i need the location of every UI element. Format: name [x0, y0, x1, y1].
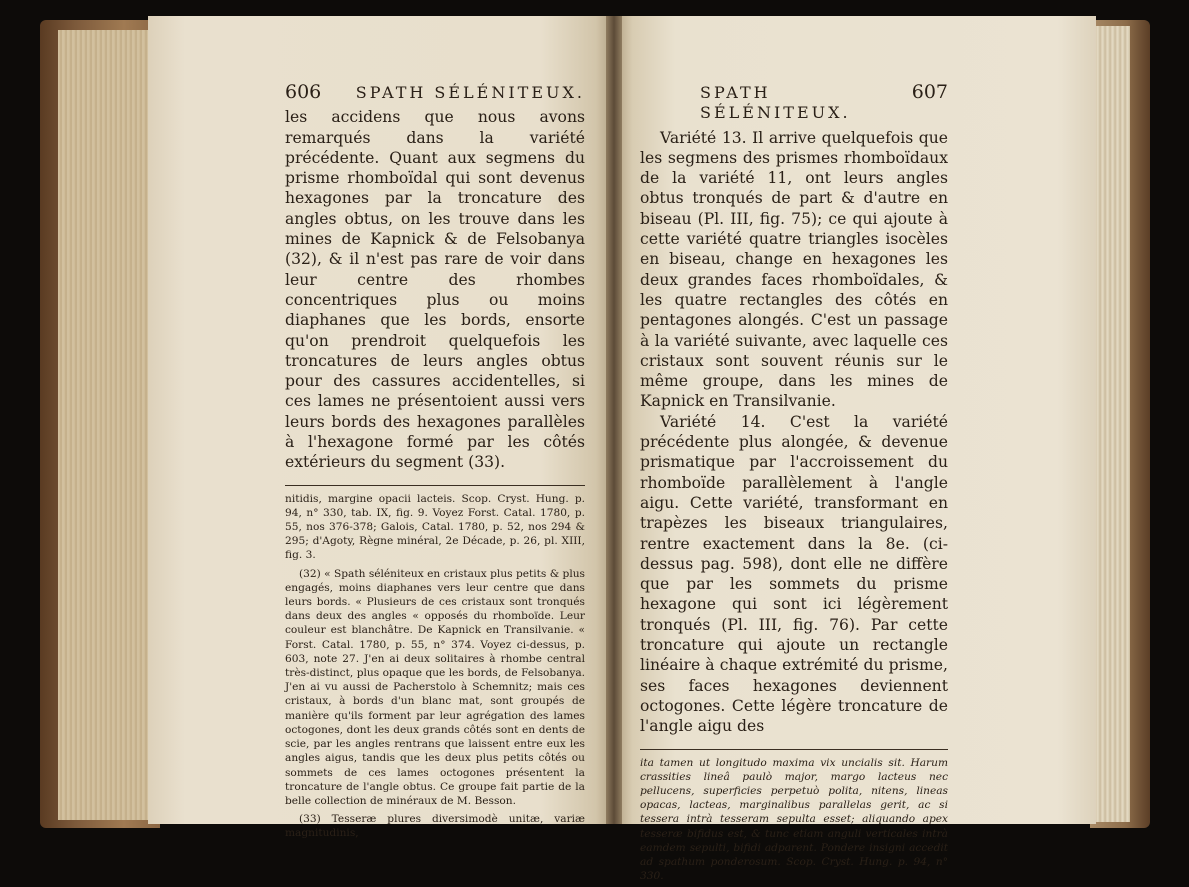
left-note-33: (33) Tesseræ plures diversimodè unitæ, variæ magnitudinis, [285, 813, 585, 840]
right-body [640, 128, 948, 737]
left-note-1: nitidis, margine opacii lacteis. Scop. Cryst. Hung. p. 94, n° 330, tab. IX, fig. 9. Voyez Forst. Catal. 1780, p. 55, nos 376-378; Galois, Catal. 1780, p. 52, nos 294 & 295; d'Agoty, Règne minéral, 2e Décade, p. 26, pl. XIII, fig. 3. [285, 492, 585, 562]
right-note: ita tamen ut longitudo maxima vix uncialis sit. Harum crassities lineâ paulò major, margo lacteus nec pellucens, superficies perpetuò polita, nitens, lineas opacas, lacteas, marginalibus parallelas gerit, ac si tessera intrà tesseram sepulta esset; aliquando apex tesseræ bifidus est, & tunc etiam anguli verticales intrà eamdem sepulti, bifidi adparent. Pondere insigni accedit ad spathum ponderosum. Scop. Cryst. Hung. p. 94, n° 330. [640, 756, 948, 883]
left-header [285, 82, 585, 103]
right-running-head: SPATH SÉLÉNITEUX. [700, 83, 851, 123]
left-running-head: SPATH SÉLÉNITEUX. [355, 83, 585, 102]
right-footnote-rule [640, 749, 948, 750]
right-para-variete-13: Variété 13. Il arrive quelquefois que les segmens des prismes rhomboïdaux de la variété 11, ont leurs angles obtus tronqués de part & d'autre en biseau (Pl. III, fig. 75); ce qui ajoute à cette variété quatre triangles isocèles en biseau, change en hexagones les deux grandes faces rhomboïdales, & les quatre rectangles des côtés en pentagones alongés. C'est un passage à la variété suivante, avec laquelle ces cristaux sont souvent réunis sur le même groupe, dans les mines de Kapnick en Transilvanie. [640, 128, 948, 411]
left-note-32: (32) « Spath séléniteux en cristaux plus petits & plus engagés, moins diaphanes vers leur centre que dans leurs bords. « Plusieurs de ces cristaux sont tronqués dans deux des angles « opposés du rhomboïde. Leur couleur est blanchâtre. De Kapnick en Transilvanie. « Forst. Catal. 1780, p. 55, n° 374. Voyez ci-dessus, p. 603, note 27. J'en ai deux solitaires à rhombe central très-distinct, plus opaque que les bords, de Felsobanya. J'en ai vu aussi de Pacherstolo à Schemnitz; mais ces cristaux, à bords d'un blanc mat, sont groupés de manière qu'ils forment par leur agrégation des lames octogones, dont les deux grands côtés sont en dents de scie, par les angles rentrans que laissent entre eux les angles aigus, tandis que les deux plus petits côtés ou sommets de ces lames octogones présentent la troncature de l'angle obtus. Ce groupe fait partie de la belle collection de minéraux de M. Besson. [285, 567, 585, 807]
left-page-number: 606 [285, 81, 322, 103]
left-page-edges [58, 30, 156, 820]
left-footnotes [285, 492, 585, 841]
left-body-text: les accidens que nous avons remarqués dans la variété précédente. Quant aux segmens du prisme rhomboïdal qui sont devenus hexagones par la troncature des angles obtus, on les trouve dans les mines de Kapnick & de Felsobanya (32), & il n'est pas rare de voir dans leur centre des rhombes concentriques plus ou moins diaphanes que les bords, ensorte qu'on prendroit quelquefois les troncatures de leurs angles obtus pour des cassures accidentelles, si ces lames ne présentoient aussi vers leurs bords des hexagones parallèles à l'hexagone formé par les côtés extérieurs du segment (33). [285, 108, 585, 472]
left-column [285, 82, 585, 845]
right-header [640, 82, 948, 124]
gutter [606, 16, 622, 824]
left-body [285, 107, 585, 472]
right-para-variete-14: Variété 14. C'est la variété précédente plus alongée, & devenue prismatique par l'accroissement du rhomboïde parallèlement à l'angle aigu. Cette variété, transformant en trapèzes les biseaux triangulaires, rentre exactement dans la 8e. (ci-dessus pag. 598), dont elle ne diffère que par les sommets du prisme hexagone qui sont ici légèrement tronqués (Pl. III, fig. 76). Par cette troncature qui ajoute un rectangle linéaire à chaque extrémité du prisme, ses faces hexagones deviennent octogones. Cette légère troncature de l'angle aigu des [640, 412, 948, 736]
right-page-edges [1092, 26, 1130, 822]
right-page-number: 607 [911, 81, 948, 103]
left-footnote-rule [285, 485, 585, 486]
right-column [640, 82, 948, 887]
right-footnotes [640, 756, 948, 884]
